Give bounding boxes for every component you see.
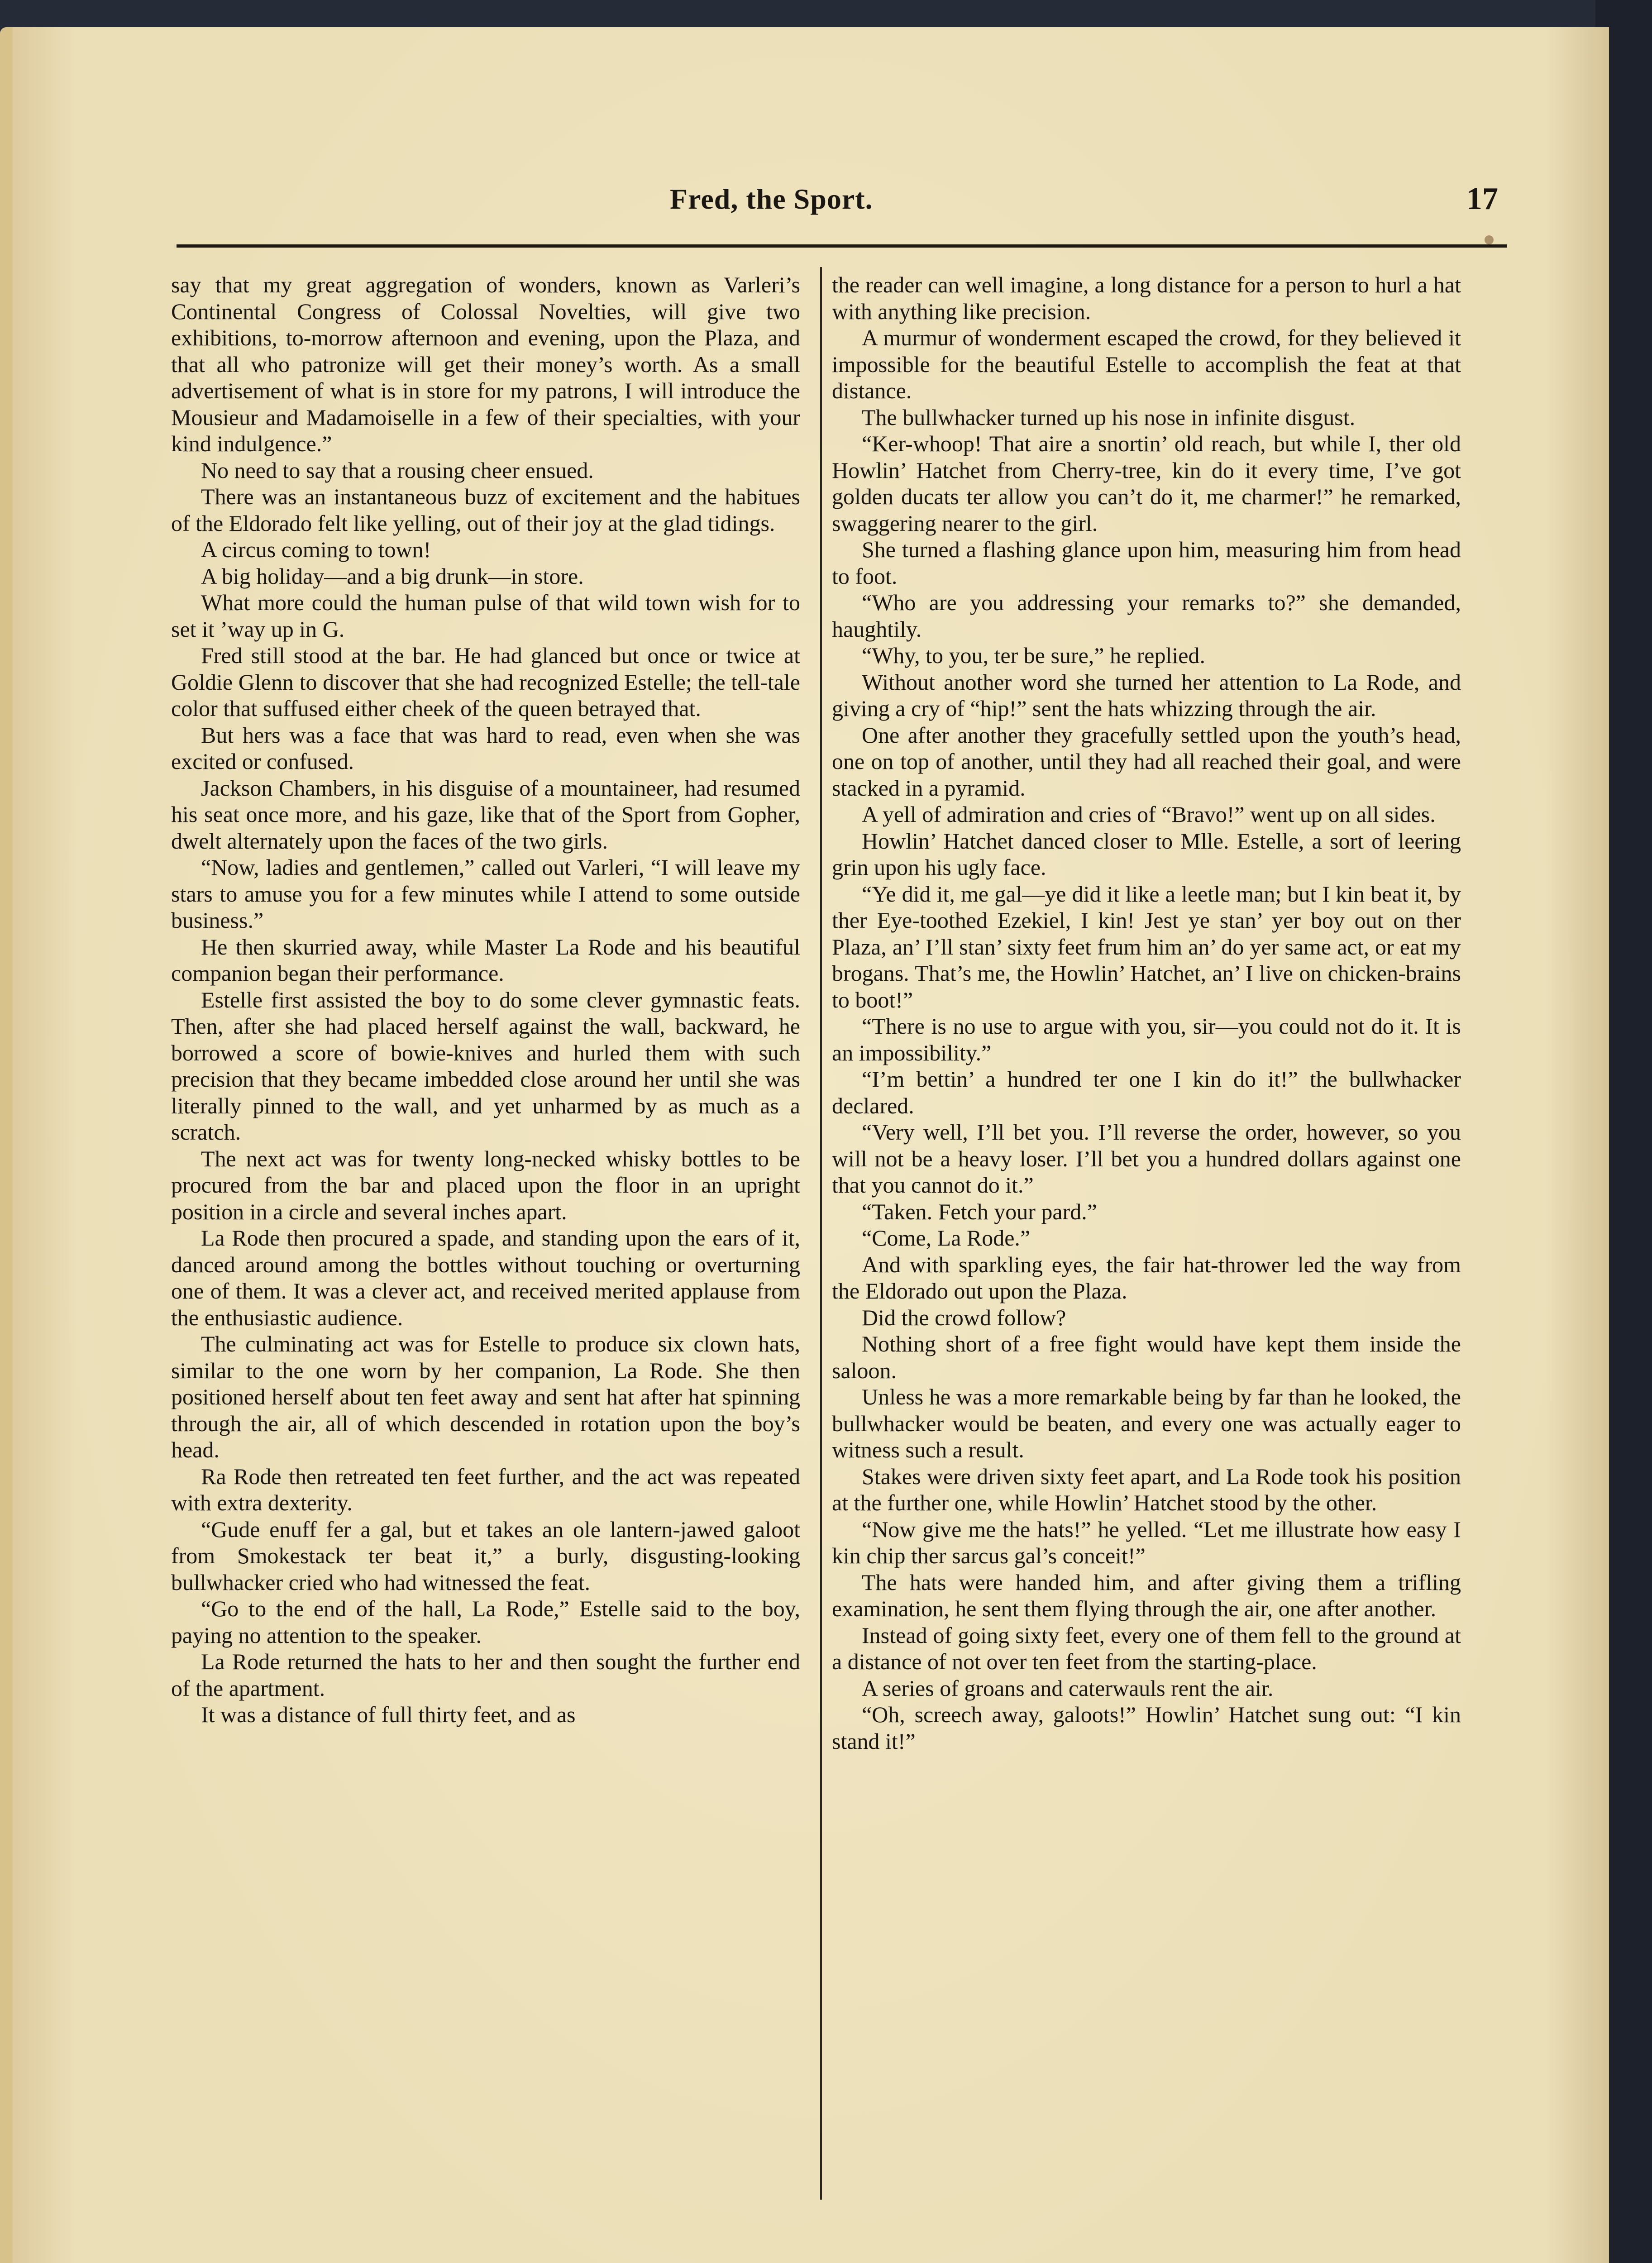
paragraph: She turned a flashing glance upon him, measuring him from head to foot.	[832, 537, 1461, 589]
paragraph: The next act was for twenty long-necked whisky bottles to be procured from the bar and placed upon the floor in an upright position in a circle and several inches apart.	[171, 1146, 800, 1224]
paragraph: What more could the human pulse of that wild town wish for to set it ’way up in G.	[171, 590, 800, 642]
left-column	[171, 272, 800, 2204]
paragraph: Howlin’ Hatchet danced closer to Mlle. Estelle, a sort of leering grin upon his ugly face.	[832, 828, 1461, 880]
paragraph: “Now, ladies and gentlemen,” called out Varleri, “I will leave my stars to amuse you for a few minutes while I attend to some outside business.”	[171, 855, 800, 933]
paragraph: Estelle first assisted the boy to do some clever gymnastic feats. Then, after she had placed herself against the wall, backward, he borrowed a score of bowie-knives and hurled them with such precision that they became imbedded close around her until she was literally pinned to the wall, and yet unharmed by as much as a scratch.	[171, 987, 800, 1145]
paragraph: La Rode then procured a spade, and standing upon the ears of it, danced around among the bottles without touching or overturning one of them. It was a clever act, and received merited applause from the enthusiastic audience.	[171, 1225, 800, 1330]
page-header	[670, 172, 1498, 226]
paragraph: A big holiday—and a big drunk—in store.	[201, 563, 584, 589]
paragraph: Unless he was a more remarkable being by far than he looked, the bullwhacker would be beaten, and every one was actually eager to witness such a result.	[832, 1384, 1461, 1462]
paragraph: La Rode returned the hats to her and then sought the further end of the apartment.	[171, 1649, 800, 1701]
paragraph: “Ker-whoop! That aire a snortin’ old reach, but while I, ther old Howlin’ Hatchet from Cherry-tree, kin do it every time, I’ve got golden ducats ter allow you can’t do it, me charmer!” he remarked, swaggering nearer to the girl.	[832, 431, 1461, 536]
paragraph: Without another word she turned her attention to La Rode, and giving a cry of “hip!” sent the hats whizzing through the air.	[832, 669, 1461, 721]
paragraph: Instead of going sixty feet, every one of them fell to the ground at a distance of not over ten feet from the starting-place.	[832, 1622, 1461, 1674]
right-column	[832, 272, 1461, 2204]
paragraph: say that my great aggregation of wonders, known as Varleri’s Continental Congress of Colossal Novelties, will give two exhibitions, to-morrow afternoon and evening, upon the Plaza, and that all who patronize will get their money’s worth. As a small advertisement of what is in store for my patrons, I will introduce the Mousieur and Madamoiselle in a few of their specialties, with your kind indulgence.”	[171, 272, 800, 456]
paragraph: No need to say that a rousing cheer ensued.	[201, 457, 594, 483]
paragraph: “Oh, screech away, galoots!” Howlin’ Hatchet sung out: “I kin stand it!”	[832, 1702, 1461, 1754]
paragraph: Ra Rode then retreated ten feet further, and the act was repeated with extra dexterity.	[171, 1463, 800, 1515]
page-number: 17	[1466, 181, 1498, 216]
running-title: Fred, the Sport.	[670, 183, 873, 215]
paragraph: “There is no use to argue with you, sir—you could not do it. It is an impossibility.”	[832, 1013, 1461, 1065]
paragraph: Stakes were driven sixty feet apart, and La Rode took his position at the further one, while Howlin’ Hatchet stood by the other.	[832, 1463, 1461, 1515]
paragraph: A yell of admiration and cries of “Bravo!” went up on all sides.	[862, 802, 1436, 827]
paragraph: Did the crowd follow?	[862, 1304, 1066, 1330]
paragraph: There was an instantaneous buzz of excitement and the habitues of the Eldorado felt like yelling, out of their joy at the glad tidings.	[171, 484, 800, 536]
paragraph: And with sparkling eyes, the fair hat-thrower led the way from the Eldorado out upon the Plaza.	[832, 1251, 1461, 1303]
paragraph: He then skurried away, while Master La Rode and his beautiful companion began their performance.	[171, 934, 800, 986]
paragraph: But hers was a face that was hard to read, even when she was excited or confused.	[171, 722, 800, 774]
paragraph: A circus coming to town!	[201, 537, 431, 562]
paragraph: “Why, to you, ter be sure,” he replied.	[862, 643, 1205, 668]
paragraph: Nothing short of a free fight would have kept them inside the saloon.	[832, 1331, 1461, 1383]
paragraph: “Ye did it, me gal—ye did it like a leetle man; but I kin beat it, by ther Eye-toothed Ezekiel, I kin! Jest ye stan’ yer boy out on ther Plaza, an’ I’ll stan’ sixty feet frum him an’ do yer same act, or eat my brogans. That’s me, the Howlin’ Hatchet, an’ I live on chicken-brains to boot!”	[832, 881, 1461, 1012]
paragraph: “Now give me the hats!” he yelled. “Let me illustrate how easy I kin chip ther sarcus gal’s conceit!”	[832, 1516, 1461, 1568]
paragraph: “Go to the end of the hall, La Rode,” Estelle said to the boy, paying no attention to the speaker.	[171, 1596, 800, 1648]
paragraph: “Taken. Fetch your pard.”	[862, 1198, 1097, 1224]
paragraph: A series of groans and caterwauls rent the air.	[862, 1675, 1274, 1701]
paragraph: It was a distance of full thirty feet, and as	[201, 1702, 576, 1727]
paragraph: “Who are you addressing your remarks to?” she demanded, haughtily.	[832, 590, 1461, 642]
paragraph: the reader can well imagine, a long distance for a person to hurl a hat with anything like precision.	[832, 272, 1461, 324]
paragraph: One after another they gracefully settled upon the youth’s head, one on top of another, until they had all reached their goal, and were stacked in a pyramid.	[832, 722, 1461, 801]
paragraph: The culminating act was for Estelle to produce six clown hats, similar to the one worn by her companion, La Rode. She then positioned herself about ten feet away and sent hat after hat spinning through the air, all of which descended in rotation upon the boy’s head.	[171, 1331, 800, 1462]
paragraph: “I’m bettin’ a hundred ter one I kin do it!” the bullwhacker declared.	[832, 1066, 1461, 1118]
paragraph: The hats were handed him, and after giving them a trifling examination, he sent them flying through the air, one after another.	[832, 1569, 1461, 1621]
column-divider	[820, 267, 822, 2200]
paragraph: A murmur of wonderment escaped the crowd, for they believed it impossible for the beautiful Estelle to accomplish the feat at that distance.	[832, 325, 1461, 403]
paragraph: Fred still stood at the bar. He had glanced but once or twice at Goldie Glenn to discover that she had recognized Estelle; the tell-tale color that suffused either cheek of the queen betrayed that.	[171, 643, 800, 721]
paragraph: “Come, La Rode.”	[862, 1225, 1031, 1251]
paragraph: “Very well, I’ll bet you. I’ll reverse the order, however, so you will not be a heavy loser. I’ll bet you a hundred dollars against one that you cannot do it.”	[832, 1119, 1461, 1198]
paragraph: The bullwhacker turned up his nose in infinite disgust.	[862, 404, 1356, 430]
paragraph: “Gude enuff fer a gal, but et takes an ole lantern-jawed galoot from Smokestack ter beat it,” a burly, disgusting-looking bullwhacker cried who had witnessed the feat.	[171, 1516, 800, 1595]
header-rule	[177, 244, 1507, 248]
paper-stain	[1485, 235, 1494, 244]
paragraph: Jackson Chambers, in his disguise of a mountaineer, had resumed his seat once more, and his gaze, like that of the Sport from Gopher, dwelt alternately upon the faces of the two girls.	[171, 775, 800, 854]
